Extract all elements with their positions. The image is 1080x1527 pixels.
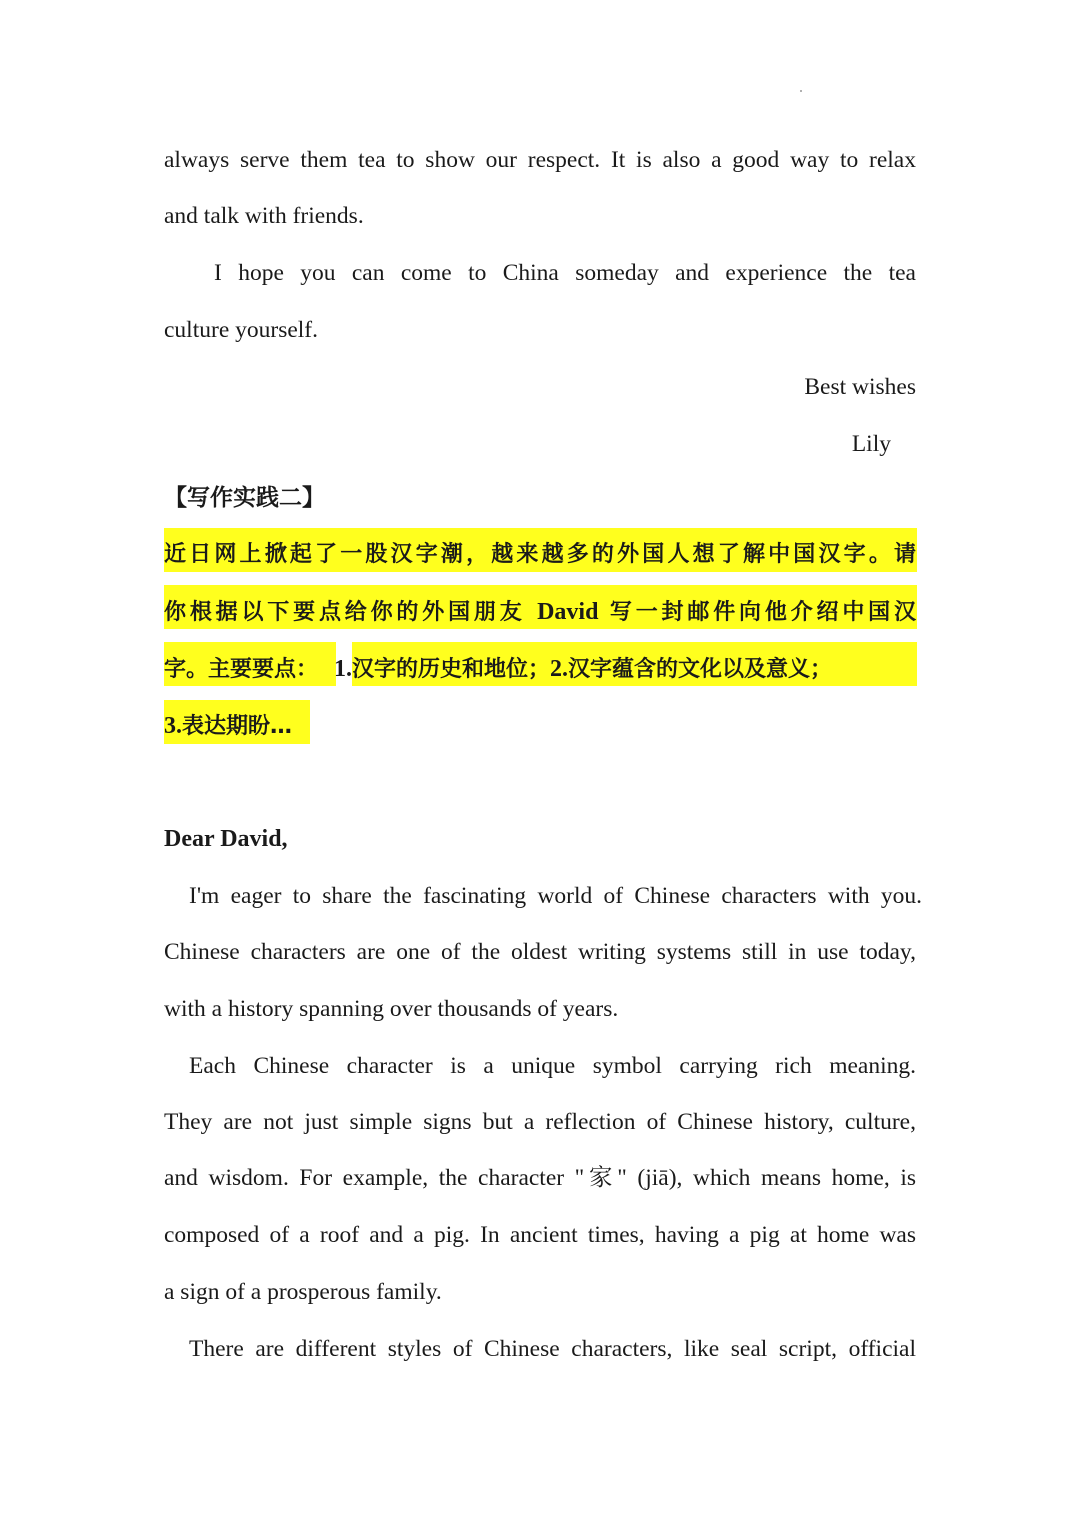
letter2-line-1: I'm eager to share the fascinating world of Chinese characters with you. xyxy=(189,883,922,909)
practice-heading: 【写作实践二】 xyxy=(164,485,325,511)
letter1-line-4: culture yourself. xyxy=(164,317,319,343)
task-point-2-number: 2. xyxy=(550,656,569,682)
task-key-points-label: 字。主要要点： xyxy=(164,657,319,682)
letter1-closing: Best wishes xyxy=(804,374,916,400)
letter1-signature: Lily xyxy=(851,431,891,457)
task-point-1-number: 1. xyxy=(334,656,353,682)
letter2-line-7: composed of a roof and a pig. In ancient times, having a pig at home was xyxy=(164,1222,916,1248)
task-point-1-text: 汉字的历史和地位； xyxy=(352,657,551,682)
letter2-line-4: Each Chinese character is a unique symbol carrying rich meaning. xyxy=(189,1053,916,1079)
task-point-2-text: 汉字蕴含的文化以及意义； xyxy=(568,657,833,682)
letter1-line-3: I hope you can come to China someday and experience the tea xyxy=(214,260,916,286)
letter2-line-9: There are different styles of Chinese characters, like seal script, official xyxy=(189,1336,916,1362)
letter2-line-6: and wisdom. For example, the character "家" (jiā), which means home, is xyxy=(164,1165,916,1191)
letter2-line-3: with a history spanning over thousands of years. xyxy=(164,996,619,1022)
task-name-david: David xyxy=(537,599,599,625)
task-line-2 xyxy=(164,597,916,628)
task-line-3 xyxy=(164,654,916,685)
task-line-2-part-a: 你根据以下要点给你的外国朋友 xyxy=(164,600,538,625)
task-point-3-number: 3. xyxy=(164,713,182,739)
task-point-3-text: 表达期盼… xyxy=(182,714,293,739)
letter2-line-5: They are not just simple signs but a reflection of Chinese history, culture, xyxy=(164,1109,916,1135)
task-line-4 xyxy=(164,711,916,742)
letter2-line-2: Chinese characters are one of the oldest writing systems still in use today, xyxy=(164,939,916,965)
letter2-greeting: Dear David, xyxy=(164,826,288,852)
scan-speck xyxy=(800,90,802,92)
letter1-line-1: always serve them tea to show our respect. It is also a good way to relax xyxy=(164,147,916,173)
task-line-1: 近日网上掀起了一股汉字潮，越来越多的外国人想了解中国汉字。请 xyxy=(164,542,916,567)
letter1-line-2: and talk with friends. xyxy=(164,203,364,229)
task-line-2-part-b: 写一封邮件向他介绍中国汉 xyxy=(598,600,916,625)
letter2-line-8: a sign of a prosperous family. xyxy=(164,1279,442,1305)
